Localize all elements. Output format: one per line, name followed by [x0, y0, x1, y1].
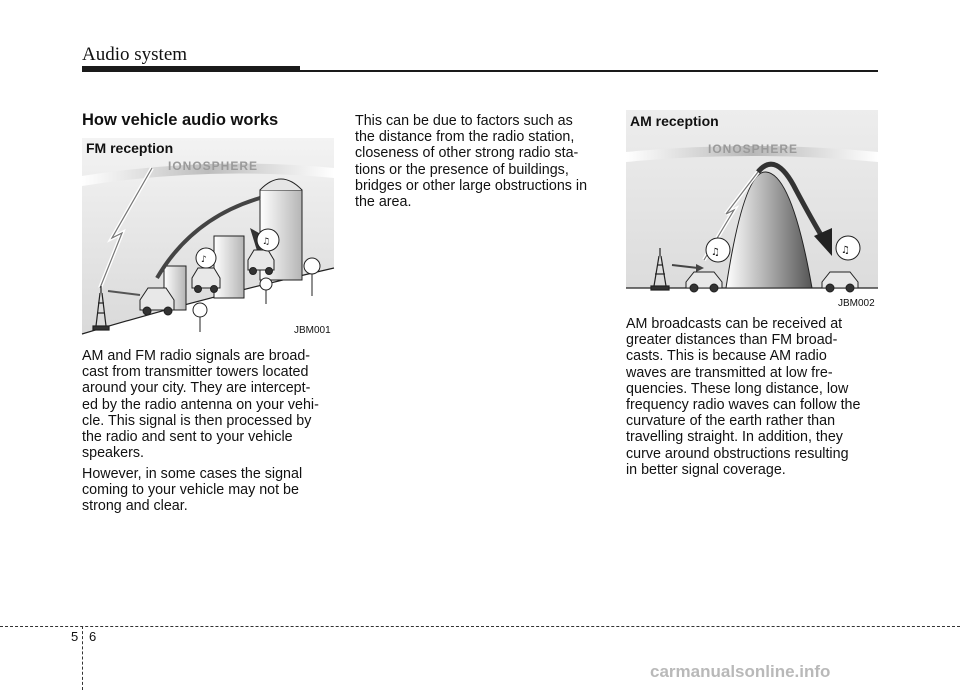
text-line: in better signal coverage. [626, 461, 786, 478]
text-line: casts. This is because AM radio [626, 348, 827, 365]
text-line: the area. [355, 194, 412, 211]
text-line: AM broadcasts can be received at [626, 316, 843, 332]
fm-reception-label: FM reception [86, 140, 174, 156]
am-reception-label: AM reception [630, 113, 719, 129]
col1-paragraph-2 [82, 466, 334, 515]
footer-margin-rule [82, 626, 83, 690]
text-line: greater distances than FM broad- [626, 332, 838, 349]
col1-paragraph-1 [82, 348, 334, 461]
watermark: carmanualsonline.info [650, 662, 831, 681]
text-line: closeness of other strong radio sta- [355, 145, 579, 162]
text-line: tions or the presence of buildings, [355, 161, 569, 178]
text-line: However, in some cases the signal [82, 466, 303, 482]
svg-text:♪: ♪ [201, 255, 207, 265]
text-line: This can be due to factors such as [355, 113, 573, 129]
text-line: cast from transmitter towers located [82, 364, 309, 381]
text-line: cle. This signal is then processed by [82, 412, 312, 429]
text-line: AM and FM radio signals are broad- [82, 348, 311, 364]
am-ionosphere-label: IONOSPHERE [708, 142, 799, 156]
text-line: coming to your vehicle may not be [82, 482, 299, 499]
text-line: waves are transmitted at low fre- [626, 364, 833, 381]
text-line: around your city. They are intercept- [82, 380, 311, 397]
text-line: travelling straight. In addition, they [626, 429, 843, 446]
col2-paragraph-1 [355, 113, 605, 210]
text-line: speakers. [82, 445, 144, 462]
text-line: bridges or other large obstructions in [355, 177, 588, 194]
fm-ionosphere-label: IONOSPHERE [168, 159, 259, 173]
fm-figure-code: JBM001 [294, 325, 331, 336]
text-line: frequency radio waves can follow the [626, 397, 861, 414]
footer-rule [0, 626, 960, 627]
header-rule-thick [82, 66, 300, 72]
text-line: strong and clear. [82, 498, 188, 515]
svg-text:♫: ♫ [711, 247, 720, 258]
page-chapter-number: 5 [71, 629, 79, 644]
am-reception-figure [626, 110, 878, 310]
svg-text:♫: ♫ [841, 245, 850, 256]
text-line: the distance from the radio station, [355, 129, 575, 146]
svg-text:♫: ♫ [262, 237, 271, 247]
text-line: curvature of the earth rather than [626, 413, 836, 430]
chapter-title: Audio system [82, 44, 188, 65]
section-heading: How vehicle audio works [82, 111, 279, 129]
text-line: curve around obstructions resulting [626, 445, 849, 462]
am-figure-code: JBM002 [838, 298, 875, 309]
col3-paragraph-1 [626, 316, 878, 478]
text-line: the radio and sent to your vehicle [82, 429, 293, 446]
header-rule-thin [300, 70, 878, 72]
page-number: 6 [89, 629, 97, 644]
text-line: ed by the radio antenna on your vehi- [82, 396, 319, 413]
text-line: quencies. These long distance, low [626, 380, 849, 397]
